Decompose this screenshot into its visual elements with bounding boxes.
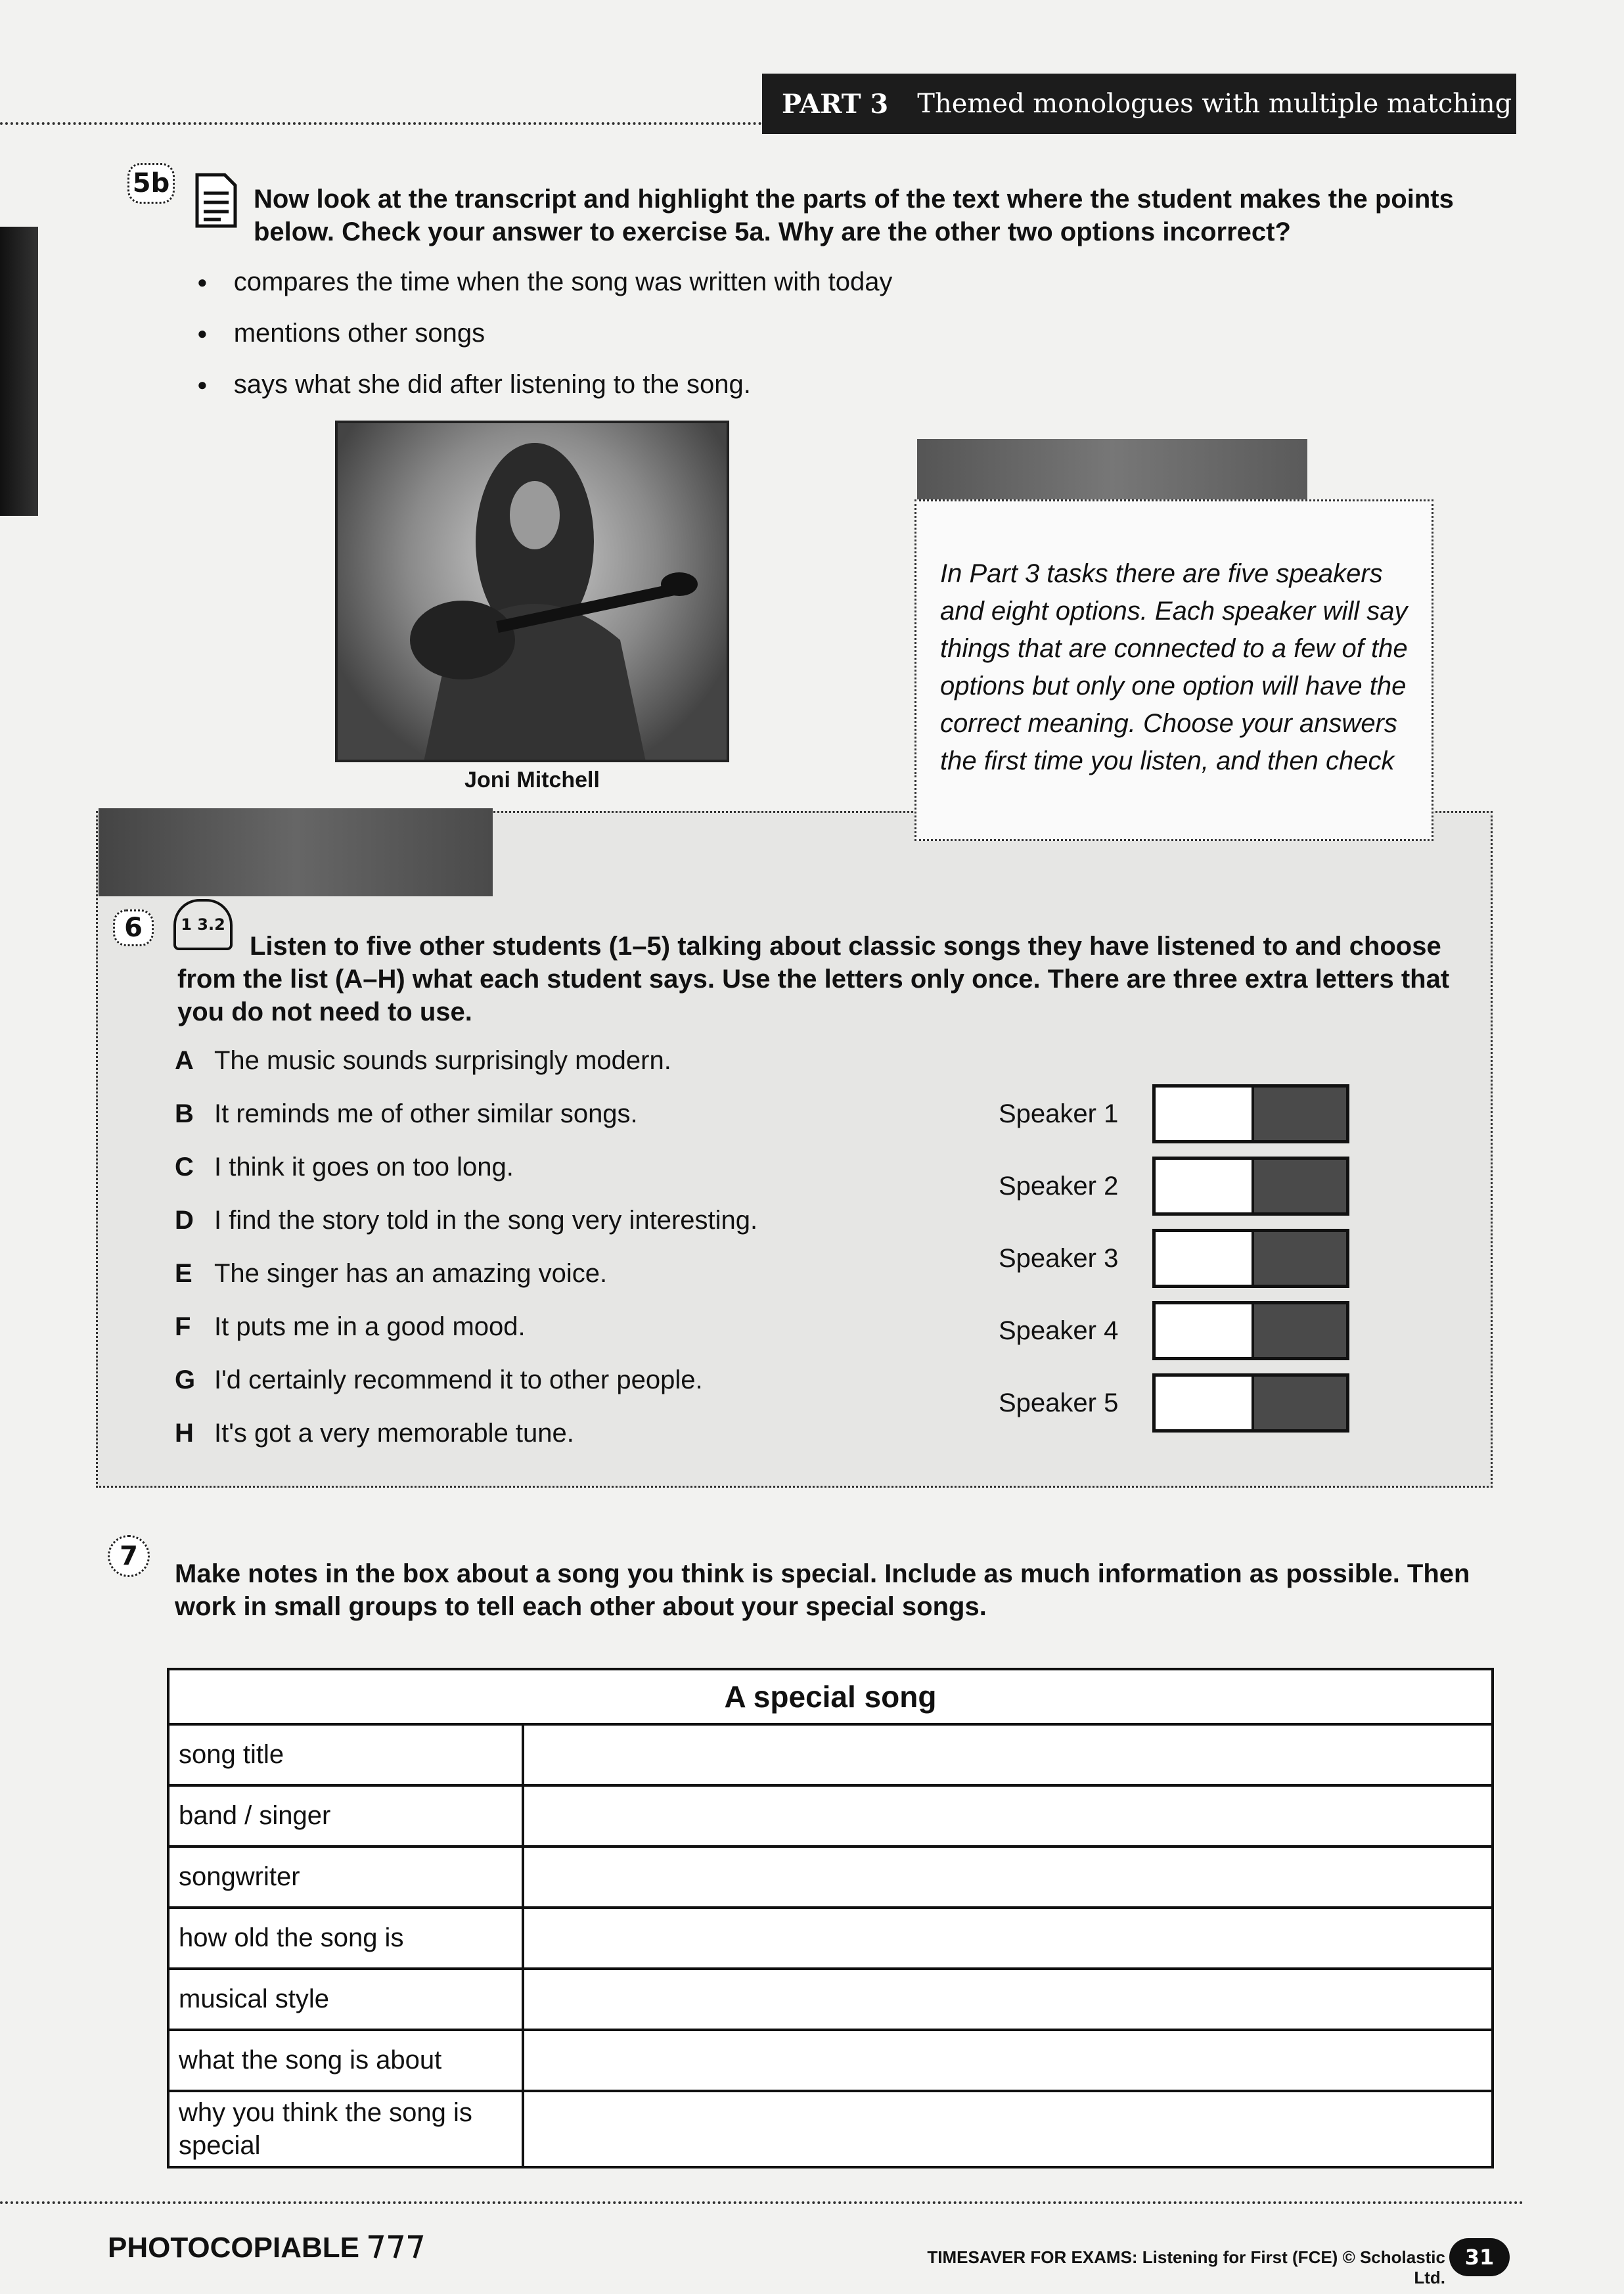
option-g: G I'd certainly recommend it to other people.	[175, 1365, 703, 1394]
footer-credit: TIMESAVER FOR EXAMS: Listening for First (FCE) © Scholastic Ltd.	[927, 2247, 1445, 2287]
photo-caption: Joni Mitchell	[464, 768, 600, 792]
option-a: A The music sounds surprisingly modern.	[175, 1046, 671, 1075]
answer-box-speaker-5[interactable]	[1152, 1373, 1349, 1433]
exercise-6-options	[175, 1034, 963, 1460]
table-title: A special song	[168, 1669, 1493, 1724]
notes-cell-band-singer[interactable]	[523, 1785, 1493, 1847]
notes-cell-song-age[interactable]	[523, 1908, 1493, 1969]
speaker-label: Speaker 1	[999, 1099, 1119, 1128]
audio-track-number: 1 3.2	[181, 915, 225, 934]
notes-cell-why-special[interactable]	[523, 2091, 1493, 2167]
photocopiable-mark	[108, 2232, 425, 2264]
row-label: what the song is about	[168, 2030, 523, 2091]
binding-edge	[0, 227, 38, 516]
table-row	[168, 1785, 1493, 1847]
table-row	[168, 1908, 1493, 1969]
option-f: F It puts me in a good mood.	[175, 1312, 526, 1341]
row-label: why you think the song is special	[168, 2091, 523, 2167]
row-label: how old the song is	[168, 1908, 523, 1969]
answer-box-speaker-1[interactable]	[1152, 1084, 1349, 1143]
speaker-row	[999, 1229, 1353, 1288]
photocopiable-label: PHOTOCOPIABLE	[108, 2232, 360, 2264]
speaker-row	[999, 1373, 1353, 1433]
table-row	[168, 1969, 1493, 2030]
option-h: H It's got a very memorable tune.	[175, 1419, 574, 1448]
page-number: 31	[1449, 2238, 1510, 2276]
exercise-6-instruction: Listen to five other students (1–5) talking about classic songs they have listened to and choose from the list (A–H) what each student says. Use the letters only once. There are three extra letters that you do not need to use.	[177, 932, 1450, 1026]
section-header	[762, 74, 1516, 134]
exercise-5b-instruction: Now look at the transcript and highlight the parts of the text where the student makes the points below. Check your answer to exercise 5a. Why are the other two options incorrect?	[254, 185, 1454, 246]
table-row	[168, 2030, 1493, 2091]
exercise-6-header-shade	[99, 808, 493, 896]
transcript-icon	[194, 172, 238, 229]
exam-tip-text: In Part 3 tasks there are five speakers and eight options. Each speaker will say things that are connected to a few of the options but only one option will have the correct meaning. Choose your answers the first time you listen, and then check	[940, 559, 1408, 775]
row-label: band / singer	[168, 1785, 523, 1847]
joni-mitchell-photo	[335, 421, 729, 762]
row-label: song title	[168, 1724, 523, 1785]
exercise-number-6: 6	[113, 909, 154, 946]
notes-cell-song-about[interactable]	[523, 2030, 1493, 2091]
exercise-7-instruction: Make notes in the box about a song you think is special. Include as much information as possible. Then work in small groups to tell each other about your special songs.	[175, 1559, 1470, 1621]
exercise-number-5b: 5b	[127, 163, 175, 204]
answer-box-speaker-4[interactable]	[1152, 1301, 1349, 1360]
answer-box-speaker-2[interactable]	[1152, 1157, 1349, 1216]
speaker-label: Speaker 2	[999, 1171, 1119, 1201]
notes-cell-musical-style[interactable]	[523, 1969, 1493, 2030]
speaker-row	[999, 1301, 1353, 1360]
notes-cell-songwriter[interactable]	[523, 1847, 1493, 1908]
list-item: ● says what she did after listening to the song.	[197, 359, 1051, 410]
speaker-label: Speaker 5	[999, 1388, 1119, 1417]
option-c: C I think it goes on too long.	[175, 1153, 514, 1181]
speaker-row	[999, 1157, 1353, 1216]
speaker-label: Speaker 4	[999, 1316, 1119, 1345]
exercise-number-7: 7	[108, 1535, 150, 1577]
exercise-5b-bullets	[197, 256, 1051, 410]
footer-rule	[0, 2201, 1524, 2204]
notes-cell-song-title[interactable]	[523, 1724, 1493, 1785]
list-item: ● compares the time when the song was written with today	[197, 256, 1051, 308]
header-rule	[0, 122, 762, 125]
special-song-table	[167, 1668, 1494, 2168]
part-label: PART 3	[782, 88, 889, 120]
option-b: B It reminds me of other similar songs.	[175, 1099, 638, 1128]
table-row	[168, 1724, 1493, 1785]
row-label: songwriter	[168, 1847, 523, 1908]
speaker-label: Speaker 3	[999, 1243, 1119, 1273]
option-e: E The singer has an amazing voice.	[175, 1259, 608, 1288]
tip-box-bottom	[914, 775, 1433, 841]
part-title: Themed monologues with multiple matching	[917, 89, 1512, 119]
speaker-answer-grid	[999, 1084, 1353, 1433]
row-label: musical style	[168, 1969, 523, 2030]
option-d: D I find the story told in the song very interesting.	[175, 1206, 758, 1235]
table-row	[168, 1847, 1493, 1908]
copy-icon	[366, 2232, 425, 2264]
answer-box-speaker-3[interactable]	[1152, 1229, 1349, 1288]
list-item: ● mentions other songs	[197, 308, 1051, 359]
speaker-row	[999, 1084, 1353, 1143]
table-row	[168, 2091, 1493, 2167]
